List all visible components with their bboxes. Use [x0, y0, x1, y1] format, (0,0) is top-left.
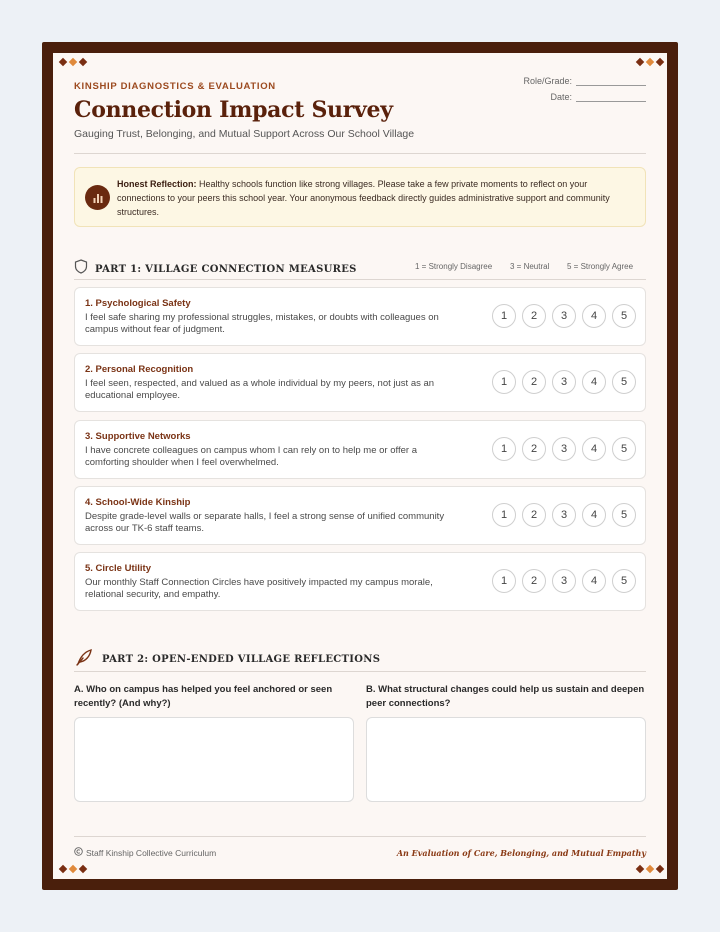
- rating-option-1[interactable]: 1: [492, 503, 516, 527]
- page-subtitle: Gauging Trust, Belonging, and Mutual Support Across Our School Village: [74, 128, 415, 140]
- footer-curriculum: Staff Kinship Collective Curriculum: [86, 847, 217, 858]
- corner-ornament-top-left: [59, 59, 87, 65]
- footer-divider: [74, 836, 646, 837]
- question-title: 5. Circle Utility: [85, 563, 151, 574]
- part2-divider: [74, 671, 646, 672]
- callout-lead: Honest Reflection:: [117, 179, 197, 189]
- eyebrow-label: KINSHIP DIAGNOSTICS & EVALUATION: [74, 81, 276, 92]
- bar-chart-icon: [85, 185, 110, 210]
- date-line[interactable]: [576, 93, 646, 102]
- rating-option-1[interactable]: 1: [492, 569, 516, 593]
- answer-b-textarea[interactable]: [366, 717, 646, 802]
- rating-group-2: [492, 370, 636, 394]
- header-divider: [74, 153, 646, 154]
- role-grade-field[interactable]: [523, 76, 646, 86]
- part2-title: PART 2: OPEN-ENDED VILLAGE REFLECTIONS: [102, 654, 381, 665]
- corner-ornament-top-right: [636, 59, 664, 65]
- question-card-4: [74, 486, 646, 545]
- honest-reflection-callout: [74, 167, 646, 227]
- rating-option-5[interactable]: 5: [612, 370, 636, 394]
- part1-title: PART 1: VILLAGE CONNECTION MEASURES: [95, 263, 357, 275]
- open-question-b: B. What structural changes could help us sustain and deepen peer connections?: [366, 684, 645, 709]
- page-title: Connection Impact Survey: [74, 97, 393, 123]
- question-title: 3. Supportive Networks: [85, 431, 191, 442]
- rating-option-3[interactable]: 3: [552, 437, 576, 461]
- footer-left: [74, 847, 216, 858]
- date-label: Date:: [550, 92, 572, 102]
- rating-option-5[interactable]: 5: [612, 304, 636, 328]
- open-question-a: A. Who on campus has helped you feel anchored or seen recently? (And why?): [74, 684, 333, 709]
- callout-body: Healthy schools function like strong villages. Please take a few private moments to reflect on your connections to your peers this school year. Your anonymous feedback directly guides administrative support and community structures.: [117, 179, 610, 217]
- rating-option-5[interactable]: 5: [612, 437, 636, 461]
- scale-legend-3: 3 = Neutral: [510, 262, 550, 271]
- rating-option-4[interactable]: 4: [582, 503, 606, 527]
- question-text: Our monthly Staff Connection Circles have positively impacted my campus morale, relational security, and empathy.: [85, 577, 433, 600]
- rating-group-1: [492, 304, 636, 328]
- question-title: 4. School-Wide Kinship: [85, 497, 191, 508]
- corner-ornament-bottom-left: [59, 866, 87, 872]
- scale-legend-5: 5 = Strongly Agree: [567, 262, 634, 271]
- rating-option-3[interactable]: 3: [552, 370, 576, 394]
- rating-option-3[interactable]: 3: [552, 304, 576, 328]
- rating-option-5[interactable]: 5: [612, 503, 636, 527]
- question-card-1: [74, 287, 646, 346]
- rating-option-2[interactable]: 2: [522, 304, 546, 328]
- part1-divider: [74, 279, 646, 280]
- date-field[interactable]: [550, 92, 646, 102]
- part2-header: [74, 647, 380, 672]
- rating-option-5[interactable]: 5: [612, 569, 636, 593]
- shield-icon: [74, 259, 88, 279]
- footer-tagline: An Evaluation of Care, Belonging, and Mutual Empathy: [396, 848, 646, 858]
- question-title: 2. Personal Recognition: [85, 364, 194, 375]
- rating-option-2[interactable]: 2: [522, 503, 546, 527]
- question-text: I feel seen, respected, and valued as a whole individual by my peers, not just as an educational employee.: [85, 378, 435, 401]
- question-text: I have concrete colleagues on campus whom I can rely on to help me or offer a comforting shoulder when I feel overwhelmed.: [85, 445, 417, 468]
- rating-option-1[interactable]: 1: [492, 304, 516, 328]
- rating-option-3[interactable]: 3: [552, 503, 576, 527]
- question-card-5: [74, 552, 646, 611]
- role-grade-line[interactable]: [576, 77, 646, 86]
- role-grade-label: Role/Grade:: [523, 76, 572, 86]
- rating-option-2[interactable]: 2: [522, 437, 546, 461]
- feather-icon: [74, 647, 94, 672]
- question-title: 1. Psychological Safety: [85, 298, 191, 309]
- part1-header: [74, 259, 357, 279]
- answer-a-textarea[interactable]: [74, 717, 354, 802]
- question-text: Despite grade-level walls or separate halls, I feel a strong sense of unified community across our TK-6 staff teams.: [85, 511, 445, 534]
- rating-option-1[interactable]: 1: [492, 437, 516, 461]
- rating-group-4: [492, 503, 636, 527]
- rating-option-4[interactable]: 4: [582, 569, 606, 593]
- callout-text: [117, 177, 627, 219]
- rating-group-5: [492, 569, 636, 593]
- rating-option-4[interactable]: 4: [582, 437, 606, 461]
- scale-legend-1: 1 = Strongly Disagree: [415, 262, 493, 271]
- rating-option-3[interactable]: 3: [552, 569, 576, 593]
- question-card-2: [74, 353, 646, 412]
- copyright-icon: [74, 847, 83, 858]
- rating-group-3: [492, 437, 636, 461]
- question-card-3: [74, 420, 646, 479]
- question-text: I feel safe sharing my professional struggles, mistakes, or doubts with colleagues on campus without fear of judgment.: [85, 312, 439, 335]
- rating-option-4[interactable]: 4: [582, 370, 606, 394]
- rating-option-2[interactable]: 2: [522, 569, 546, 593]
- rating-option-1[interactable]: 1: [492, 370, 516, 394]
- corner-ornament-bottom-right: [636, 866, 664, 872]
- rating-option-2[interactable]: 2: [522, 370, 546, 394]
- rating-option-4[interactable]: 4: [582, 304, 606, 328]
